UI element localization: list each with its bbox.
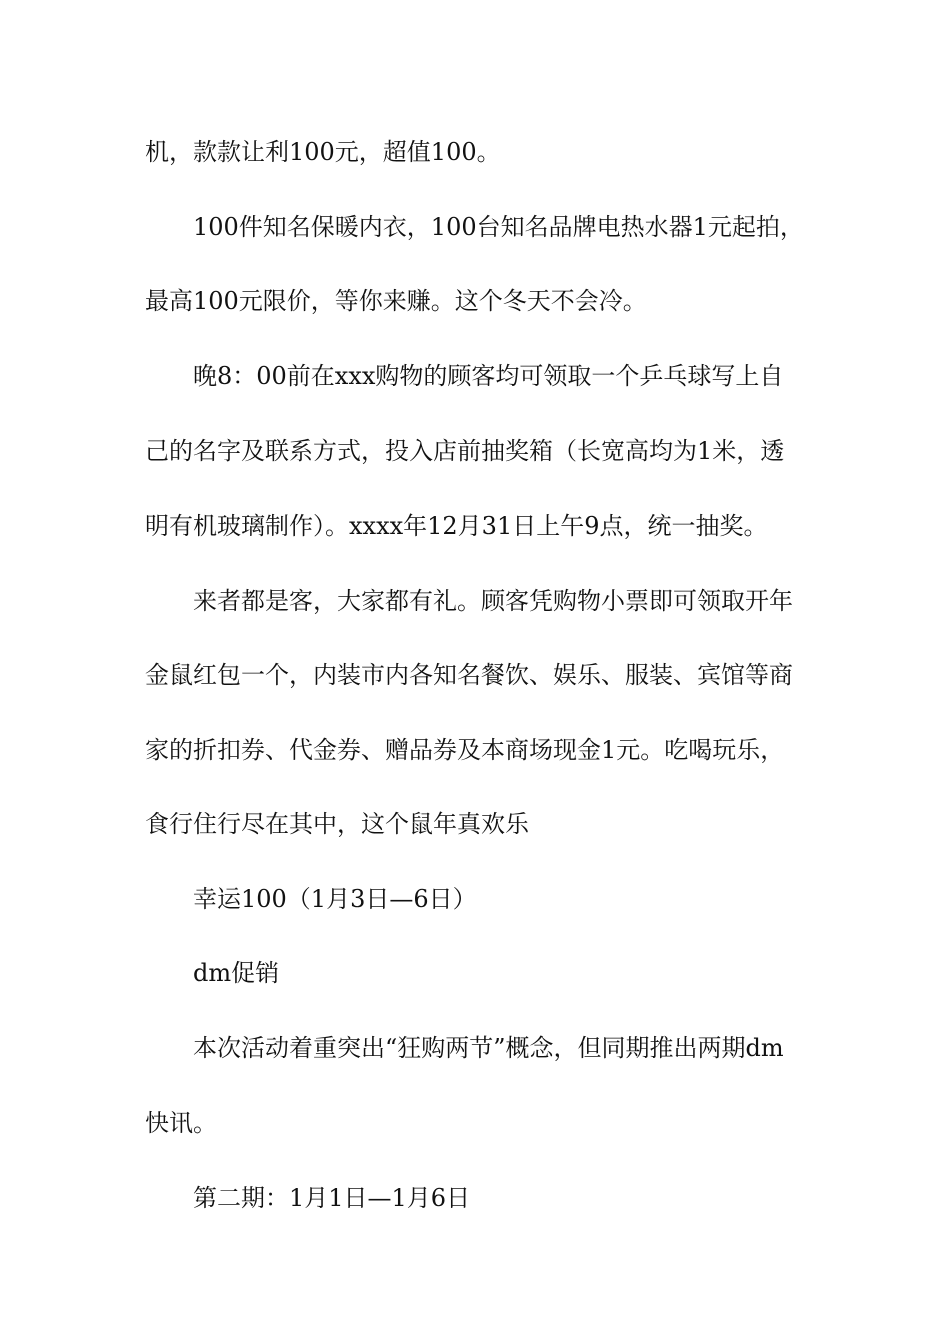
paragraph-line: 本次活动着重突出“狂购两节”概念，但同期推出两期dm	[193, 1034, 784, 1062]
paragraph-line: 快讯。	[145, 1109, 217, 1137]
paragraph-line: 明有机玻璃制作）。xxxx年12月31日上午9点，统一抽奖。	[145, 512, 768, 540]
paragraph-line: 晚8：00前在xxx购物的顾客均可领取一个乒乓球写上自	[193, 362, 784, 390]
paragraph-line: 金鼠红包一个，内装市内各知名餐饮、娱乐、服装、宾馆等商	[145, 661, 793, 689]
paragraph-line: 己的名字及联系方式，投入店前抽奖箱（长宽高均为1米，透	[145, 437, 785, 465]
section-heading: 幸运100（1月3日—6日）	[193, 885, 477, 913]
paragraph-line: 来者都是客，大家都有礼。顾客凭购物小票即可领取开年	[193, 587, 793, 615]
paragraph-line: 机，款款让利100元，超值100。	[145, 138, 501, 166]
paragraph-line: 家的折扣券、代金券、赠品券及本商场现金1元。吃喝玩乐，	[145, 736, 785, 764]
paragraph-line: 最高100元限价，等你来赚。这个冬天不会冷。	[145, 287, 647, 315]
paragraph-line: 100件知名保暖内衣，100台知名品牌电热水器1元起拍，	[193, 213, 804, 241]
paragraph-line: 第二期：1月1日—1月6日	[193, 1184, 471, 1212]
section-heading: dm促销	[193, 959, 280, 987]
paragraph-line: 食行住行尽在其中，这个鼠年真欢乐	[145, 810, 529, 838]
